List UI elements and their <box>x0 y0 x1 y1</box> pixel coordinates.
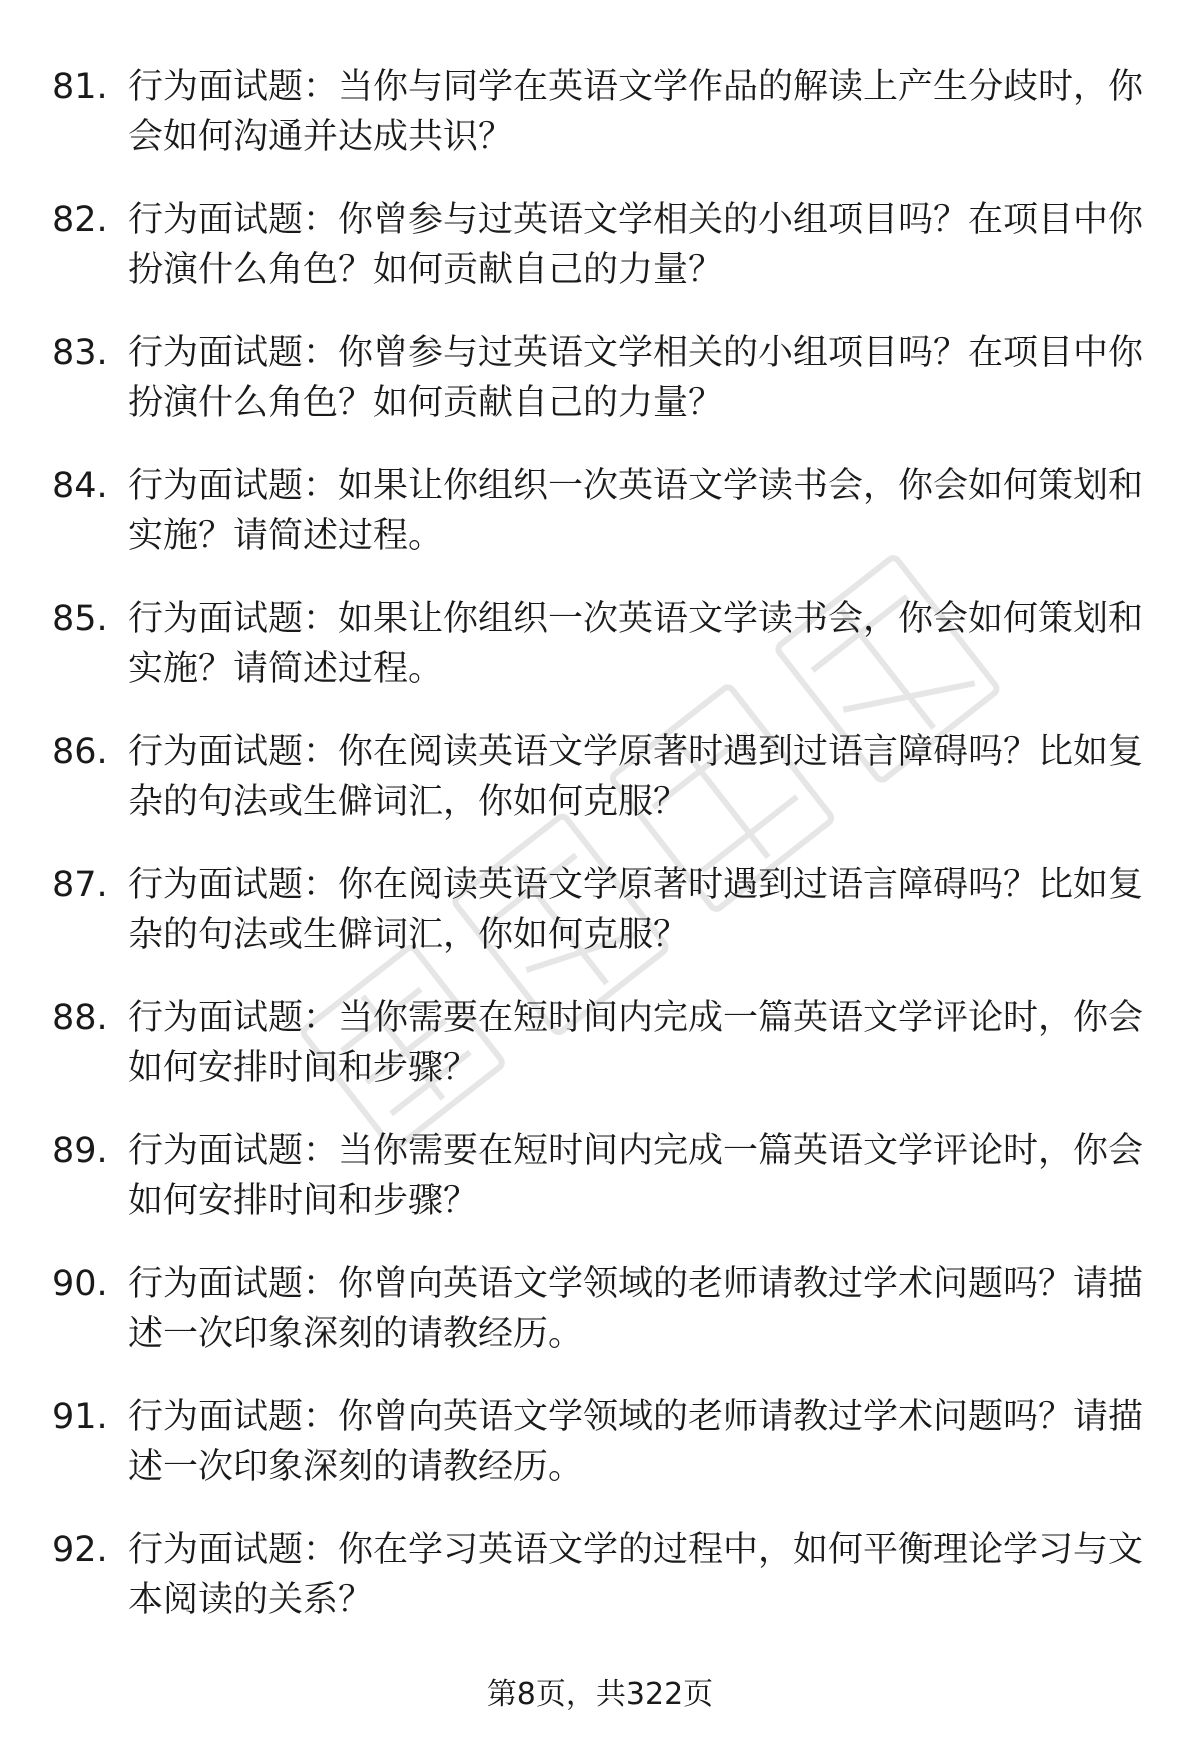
question-text: 行为面试题：你在阅读英语文学原著时遇到过语言障碍吗？比如复杂的句法或生僻词汇，你如何克服？ <box>128 732 1144 822</box>
question-text: 行为面试题：当你与同学在英语文学作品的解读上产生分歧时，你会如何沟通并达成共识？ <box>128 67 1144 157</box>
question-text: 行为面试题：你曾向英语文学领域的老师请教过学术问题吗？请描述一次印象深刻的请教经历。 <box>128 1264 1144 1354</box>
question-item <box>52 727 1152 860</box>
question-text: 行为面试题：当你需要在短时间内完成一篇英语文学评论时，你会如何安排时间和步骤？ <box>128 1131 1144 1221</box>
question-number: 88. <box>52 998 108 1038</box>
question-text: 行为面试题：你在阅读英语文学原著时遇到过语言障碍吗？比如复杂的句法或生僻词汇，你如何克服？ <box>128 865 1144 955</box>
question-item <box>52 1525 1152 1658</box>
question-item <box>52 1126 1152 1259</box>
question-item <box>52 1392 1152 1525</box>
question-number: 81. <box>52 67 108 107</box>
question-number: 91. <box>52 1397 108 1437</box>
question-item <box>52 993 1152 1126</box>
question-number: 86. <box>52 732 108 772</box>
question-number: 87. <box>52 865 108 905</box>
question-text: 行为面试题：你曾参与过英语文学相关的小组项目吗？在项目中你扮演什么角色？如何贡献自己的力量？ <box>128 333 1144 423</box>
question-number: 90. <box>52 1264 108 1304</box>
question-item <box>52 328 1152 461</box>
question-item <box>52 195 1152 328</box>
page-footer: 第8页，共322页 <box>486 1677 714 1712</box>
question-number: 84. <box>52 466 108 506</box>
question-item <box>52 461 1152 594</box>
question-item <box>52 860 1152 993</box>
question-number: 83. <box>52 333 108 373</box>
question-text: 行为面试题：当你需要在短时间内完成一篇英语文学评论时，你会如何安排时间和步骤？ <box>128 998 1144 1088</box>
question-item <box>52 62 1152 195</box>
question-text: 行为面试题：如果让你组织一次英语文学读书会，你会如何策划和实施？请简述过程。 <box>128 466 1144 556</box>
question-number: 82. <box>52 200 108 240</box>
question-text: 行为面试题：你曾向英语文学领域的老师请教过学术问题吗？请描述一次印象深刻的请教经历。 <box>128 1397 1144 1487</box>
question-item <box>52 1259 1152 1392</box>
question-item <box>52 594 1152 727</box>
question-text: 行为面试题：你曾参与过英语文学相关的小组项目吗？在项目中你扮演什么角色？如何贡献自己的力量？ <box>128 200 1144 290</box>
question-list <box>52 62 1152 1658</box>
question-number: 92. <box>52 1530 108 1570</box>
question-number: 85. <box>52 599 108 639</box>
question-text: 行为面试题：你在学习英语文学的过程中，如何平衡理论学习与文本阅读的关系？ <box>128 1530 1144 1620</box>
question-text: 行为面试题：如果让你组织一次英语文学读书会，你会如何策划和实施？请简述过程。 <box>128 599 1144 689</box>
question-number: 89. <box>52 1131 108 1171</box>
